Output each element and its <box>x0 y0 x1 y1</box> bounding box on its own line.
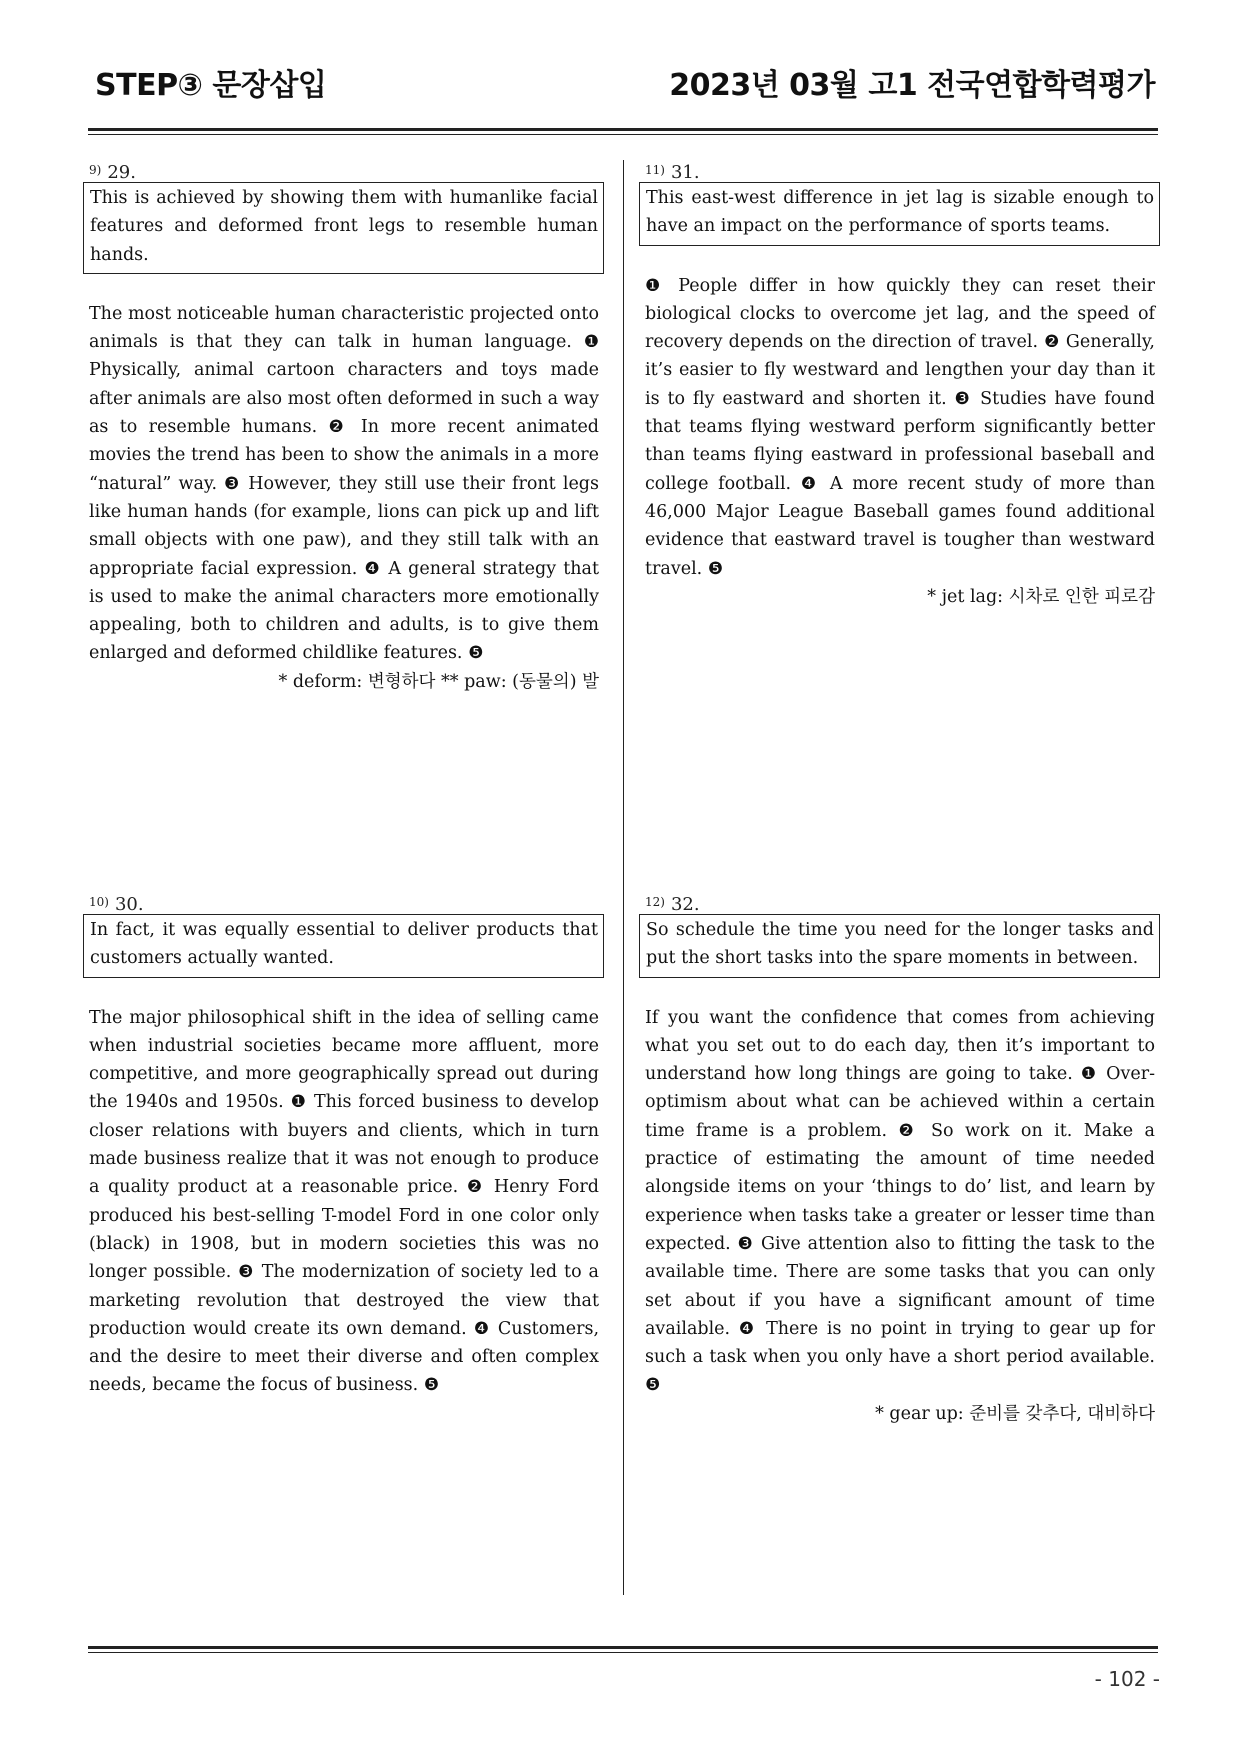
marker-2: ❷ <box>1044 332 1060 353</box>
marker-4: ❹ <box>800 473 821 494</box>
question-label: 30. <box>114 894 144 915</box>
glossary: * gear up: 준비를 갖추다, 대비하다 <box>875 1403 1155 1424</box>
marker-5: ❺ <box>423 1375 440 1396</box>
passage: ❶ People differ in how quickly they can reset their biological clocks to overcome jet lag, and the speed of recovery depends on the direction of travel. ❷ Generally, it’s easier to fly westward and lengthen your day than it is to fly eastward and shorten it. ❸ Studies have found that teams flying westward perform significantly better than teams flying eastward in professional baseball and college football. ❹ A more recent study of more than 46,000 Major League Baseball games found additional evidence that eastward travel is tougher than westward travel. ❺ <box>645 275 1156 579</box>
question-label: 29. <box>107 162 136 183</box>
column-divider <box>623 160 624 1595</box>
glossary: * deform: 변형하다 ** paw: (동물의) 발 <box>278 671 599 692</box>
passage: The most noticeable human characteristic projected onto animals is that they can talk in human language. ❶ Physically, animal cartoon characters and toys made after animals are also most often deformed in such a way as to resemble humans. ❷ In more recent animated movies the trend has been to show the animals in a more “natural” way. ❸ However, they still use their front legs like human hands (for example, lions can pick up and lift small objects with one paw), and they still talk with an appropriate facial expression. ❹ A general strategy that is used to make the animal characters more emotionally appealing, both to children and adults, is to give them enlarged and deformed childlike features. ❺ <box>89 303 599 664</box>
glossary: * jet lag: 시차로 인한 피로감 <box>927 586 1155 607</box>
footer-rule <box>88 1646 1158 1649</box>
footnote-marker: 10) <box>89 895 109 909</box>
question-31 <box>645 158 1155 611</box>
page-number: - 102 - <box>1094 1667 1160 1691</box>
marker-3: ❸ <box>224 473 242 494</box>
marker-2: ❷ <box>328 417 350 438</box>
passage: If you want the confidence that comes from achieving what you set out to do each day, then it’s important to understand how long things are going to take. ❶ Over-optimism about what can be achieved within a certain time frame is a problem. ❷ So work on it. Make a practice of estimating the amount of time needed alongside items on your ‘things to do’ list, and learn by experience when tasks take a greater or lesser time than expected. ❸ Give attention also to fitting the task to the available time. There are some tasks that you can only set about if you have a significant amount of time available. ❹ There is no point in trying to gear up for such a task when you only have a short period available. ❺ <box>645 1007 1156 1396</box>
marker-3: ❸ <box>238 1262 255 1283</box>
marker-4: ❹ <box>364 558 382 579</box>
given-sentence-box: This east-west difference in jet lag is sizable enough to have an impact on the performance of sports teams. <box>639 182 1160 246</box>
marker-1: ❶ <box>1080 1064 1099 1085</box>
marker-2: ❷ <box>466 1177 486 1198</box>
given-sentence-box: In fact, it was equally essential to deliver products that customers actually wanted. <box>83 914 604 978</box>
marker-5: ❺ <box>468 643 484 664</box>
marker-5: ❺ <box>645 1375 661 1396</box>
marker-2: ❷ <box>898 1120 920 1141</box>
given-sentence-box: So schedule the time you need for the longer tasks and put the short tasks into the spare moments in between. <box>639 914 1160 978</box>
question-30 <box>89 890 599 1400</box>
header-rule-thin <box>88 134 1158 135</box>
question-number <box>645 158 1155 182</box>
given-sentence-box: This is achieved by showing them with humanlike facial features and deformed front legs to resemble human hands. <box>83 182 604 274</box>
marker-3: ❸ <box>737 1233 755 1254</box>
question-number <box>645 890 1155 914</box>
question-number <box>89 158 599 182</box>
marker-4: ❹ <box>473 1318 491 1339</box>
footer-rule-thin <box>88 1652 1158 1653</box>
question-32 <box>645 890 1155 1428</box>
footnote-marker: 9) <box>89 163 102 177</box>
question-number <box>89 890 599 914</box>
marker-1: ❶ <box>583 332 599 353</box>
passage: The major philosophical shift in the idea of selling came when industrial societies became more affluent, more competitive, and more geographically spread out during the 1940s and 1950s. ❶ This forced business to develop closer relations with buyers and clients, which in turn made business realize that it was not enough to produce a quality product at a reasonable price. ❷ Henry Ford produced his best-selling T-model Ford in one color only (black) in 1908, but in modern societies this was no longer possible. ❸ The modernization of society led to a marketing revolution that destroyed the view that production would create its own demand. ❹ Customers, and the desire to meet their diverse and often complex needs, became the focus of business. ❺ <box>89 1007 600 1396</box>
step-title: STEP③ 문장삽입 <box>95 68 327 103</box>
question-label: 31. <box>670 162 700 183</box>
marker-5: ❺ <box>707 558 724 579</box>
header-rule <box>88 128 1158 131</box>
question-label: 32. <box>670 894 700 915</box>
marker-1: ❶ <box>290 1092 308 1113</box>
marker-1: ❶ <box>645 275 667 296</box>
marker-3: ❸ <box>954 388 973 409</box>
exam-title: 2023년 03월 고1 전국연합학력평가 <box>669 68 1155 103</box>
marker-4: ❹ <box>738 1318 758 1339</box>
footnote-marker: 11) <box>645 163 665 177</box>
question-29 <box>89 158 599 696</box>
footnote-marker: 12) <box>645 895 665 909</box>
